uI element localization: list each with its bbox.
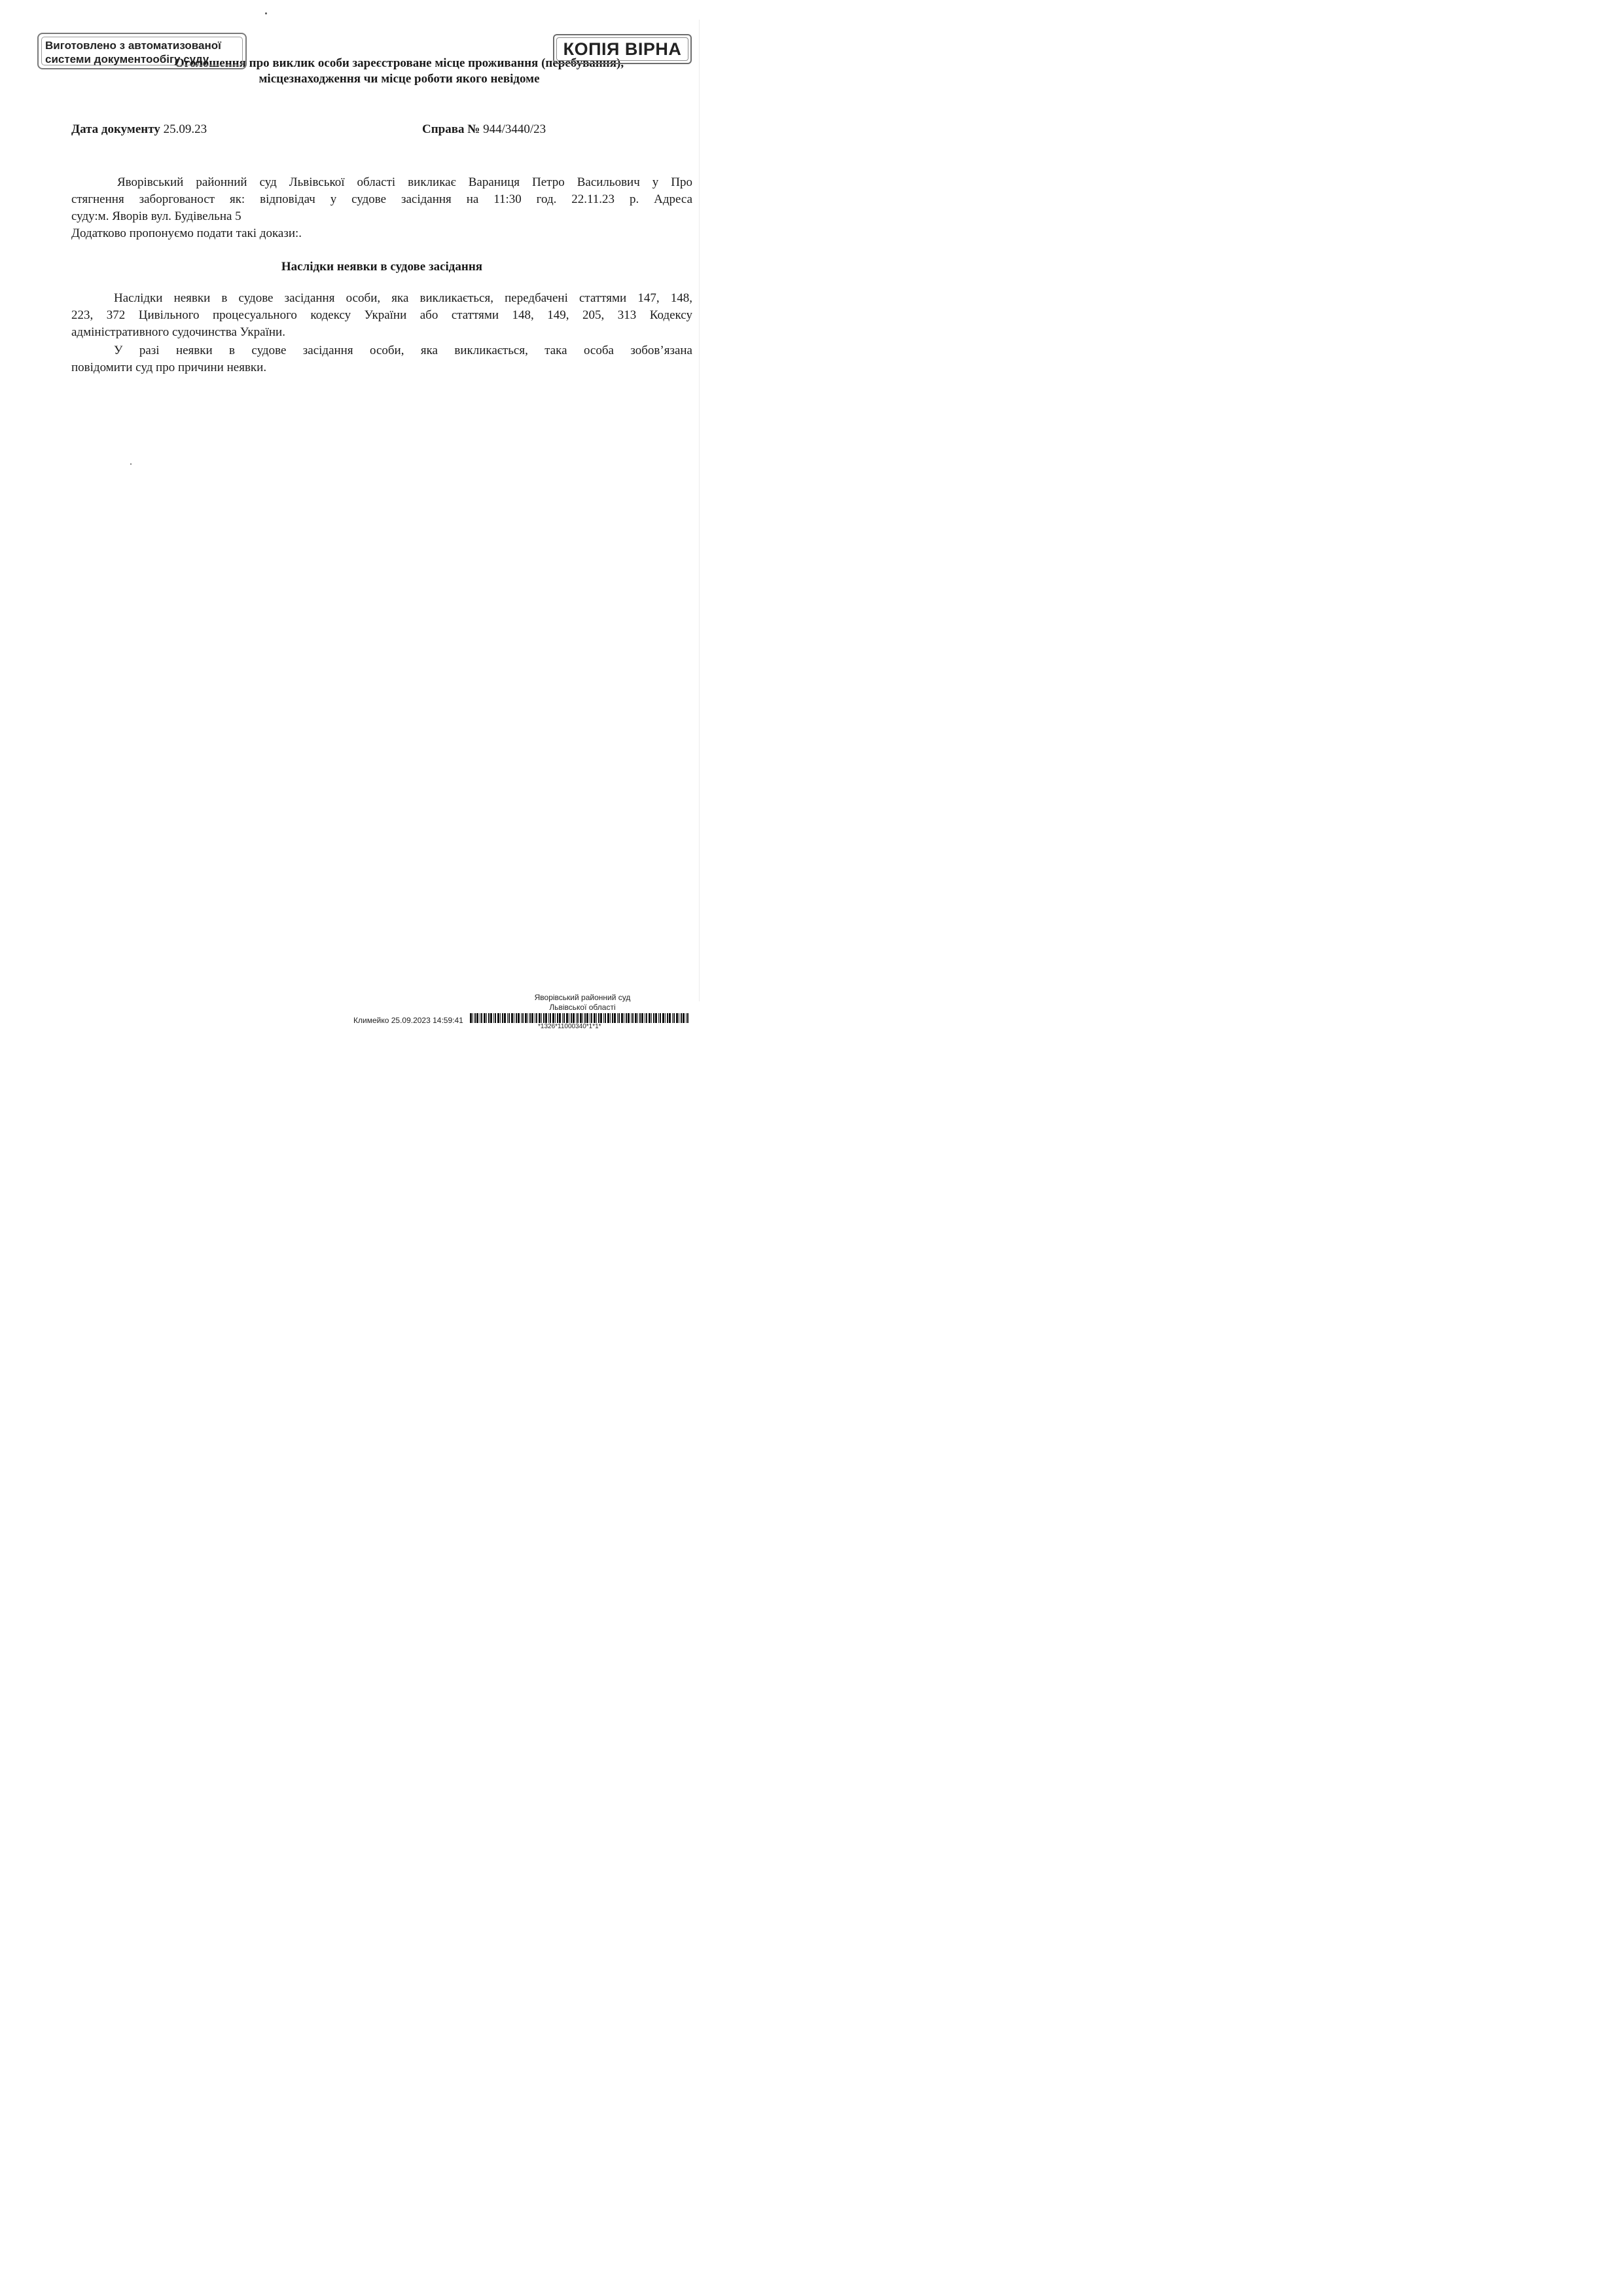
- barcode-bar: [557, 1013, 558, 1023]
- barcode-bar: [598, 1013, 599, 1023]
- barcode-bar: [500, 1013, 501, 1023]
- barcode-bar: [497, 1013, 499, 1023]
- consequences-paragraph: [71, 290, 692, 341]
- stamp-text-line-2: системи документообігу суду: [45, 53, 209, 65]
- barcode-bar: [635, 1013, 637, 1023]
- barcode-bar: [504, 1013, 506, 1023]
- barcode-bar: [552, 1013, 554, 1023]
- barcode-bar: [529, 1013, 531, 1023]
- barcode-bar: [607, 1013, 609, 1023]
- date-label: Дата документу: [71, 122, 160, 136]
- summons-line: Яворівський районний суд Львівської області викликає Вараниця Петро Васильович у Про: [117, 175, 692, 189]
- barcode-bar: [566, 1013, 568, 1023]
- document-title-line-1: Оголошення про виклик особи зареєстроване місце проживання (перебування),: [174, 56, 624, 70]
- barcode-bar: [576, 1013, 577, 1023]
- barcode-bar: [582, 1013, 583, 1023]
- barcode-bar: [562, 1013, 563, 1023]
- scan-edge-line: [699, 20, 700, 1001]
- document-title-line-2: місцезнаходження чи місце роботи якого невідоме: [259, 72, 540, 86]
- footer-court-name: [517, 993, 648, 1013]
- barcode-bar: [687, 1013, 688, 1023]
- consequences-heading: Наслідки неявки в судове засідання: [281, 260, 483, 274]
- true-copy-stamp: [553, 34, 692, 64]
- barcode-bar: [559, 1013, 561, 1023]
- barcode-bar: [612, 1013, 613, 1023]
- case-number: [422, 122, 546, 137]
- barcode-bar: [481, 1013, 482, 1023]
- barcode-bar: [488, 1013, 490, 1023]
- barcode-bar: [571, 1013, 572, 1023]
- barcode-bar: [637, 1013, 638, 1023]
- scan-speck: [265, 12, 267, 14]
- barcode-bar: [539, 1013, 541, 1023]
- barcode-bar: [476, 1013, 478, 1023]
- barcode-bar: [493, 1013, 494, 1023]
- stamp-text-line-1: Виготовлено з автоматизованої: [45, 39, 221, 52]
- barcode-bar: [486, 1013, 487, 1023]
- barcode-bar: [577, 1013, 579, 1023]
- barcode-bar: [555, 1013, 556, 1023]
- barcode-bar: [600, 1013, 602, 1023]
- summons-paragraph: [71, 174, 692, 225]
- barcode-bar: [614, 1013, 616, 1023]
- barcode-bar: [667, 1013, 668, 1023]
- barcode-bar: [541, 1013, 542, 1023]
- document-date: [71, 122, 207, 137]
- barcode-bar: [631, 1013, 632, 1023]
- barcode-bar: [495, 1013, 496, 1023]
- barcode-bar: [646, 1013, 647, 1023]
- notice-line: У разі неявки в судове засідання особи, яка викликається, така особа зобов’язана: [114, 344, 692, 357]
- barcode-bar: [527, 1013, 528, 1023]
- barcode-bar: [591, 1013, 592, 1023]
- summons-line: стягнення заборгованост як: відповідач у судове засідання на 11:30 год. 22.11.23 р. Адреса: [71, 192, 692, 206]
- barcode-bar: [548, 1013, 549, 1023]
- evidence-line: Додатково пропонуємо подати такі докази:.: [71, 226, 302, 240]
- barcode-bar: [639, 1013, 641, 1023]
- barcode-bar: [470, 1013, 472, 1023]
- barcode-bar: [665, 1013, 666, 1023]
- automated-system-stamp: [37, 33, 247, 69]
- barcode-bar: [596, 1013, 597, 1023]
- barcode-bar: [628, 1013, 630, 1023]
- barcode-bar: [672, 1013, 673, 1023]
- barcode-bar: [626, 1013, 627, 1023]
- barcode-bar: [518, 1013, 520, 1023]
- barcode-bar: [531, 1013, 533, 1023]
- summons-line: суду:м. Яворів вул. Будівельна 5: [71, 209, 241, 223]
- barcode-bar: [536, 1013, 537, 1023]
- barcode-bar: [651, 1013, 652, 1023]
- consequences-line: Наслідки неявки в судове засідання особи, яка викликається, передбачені статтями 147, 148,: [114, 291, 692, 305]
- consequences-line: адміністративного судочинства України.: [71, 325, 285, 339]
- barcode-bar: [658, 1013, 659, 1023]
- footer-signature: Климейко 25.09.2023 14:59:41: [353, 1016, 463, 1025]
- barcode-bar: [484, 1013, 486, 1023]
- barcode-bar: [605, 1013, 606, 1023]
- barcode-bar: [543, 1013, 544, 1023]
- barcode-bar: [545, 1013, 547, 1023]
- case-value: 944/3440/23: [483, 122, 546, 136]
- barcode-bar: [632, 1013, 633, 1023]
- barcode-bar: [563, 1013, 565, 1023]
- barcode-bar: [655, 1013, 657, 1023]
- barcode-bar: [550, 1013, 551, 1023]
- barcode-bar: [584, 1013, 586, 1023]
- footer-court-line: Яворівський районний суд: [534, 993, 631, 1002]
- barcode-bar: [586, 1013, 588, 1023]
- barcode-bar: [641, 1013, 643, 1023]
- barcode-bar: [502, 1013, 503, 1023]
- barcode-bar: [573, 1013, 575, 1023]
- barcode-bar: [507, 1013, 508, 1023]
- scan-speck: [130, 463, 132, 465]
- barcode-bar: [594, 1013, 596, 1023]
- barcode-bar: [610, 1013, 611, 1023]
- footer-court-line: Львівської області: [549, 1003, 616, 1012]
- consequences-line: 223, 372 Цивільного процесуального кодексу України або статтями 148, 149, 205, 313 Кодексу: [71, 308, 692, 322]
- true-copy-text: КОПІЯ ВІРНА: [563, 39, 682, 59]
- barcode-bar: [673, 1013, 675, 1023]
- barcode-bar: [681, 1013, 682, 1023]
- barcode-bar: [653, 1013, 654, 1023]
- barcode-bar: [618, 1013, 620, 1023]
- barcode-bar: [474, 1013, 476, 1023]
- barcode-bar: [508, 1013, 510, 1023]
- case-label: Справа №: [422, 122, 480, 136]
- barcode-bar: [525, 1013, 527, 1023]
- barcode-bar: [580, 1013, 582, 1023]
- barcode-bar: [617, 1013, 618, 1023]
- notice-paragraph: [71, 342, 692, 376]
- barcode-bar: [516, 1013, 517, 1023]
- barcode-bar: [683, 1013, 685, 1023]
- barcode-bar: [603, 1013, 604, 1023]
- barcode-bar: [649, 1013, 651, 1023]
- barcode-bar: [490, 1013, 492, 1023]
- barcode-number: *1326*11000340*1*1*: [538, 1023, 601, 1030]
- barcode-bar: [621, 1013, 623, 1023]
- barcode-bar: [522, 1013, 524, 1023]
- evidence-paragraph: [71, 225, 692, 242]
- notice-line: повідомити суд про причини неявки.: [71, 361, 267, 374]
- barcode-bar: [676, 1013, 678, 1023]
- barcode-bar: [662, 1013, 664, 1023]
- barcode-bar: [686, 1013, 687, 1023]
- date-value: 25.09.23: [163, 122, 207, 136]
- barcode-bar: [660, 1013, 661, 1023]
- barcode-bar: [521, 1013, 522, 1023]
- barcode-bar: [511, 1013, 513, 1023]
- barcode-bar: [669, 1013, 671, 1023]
